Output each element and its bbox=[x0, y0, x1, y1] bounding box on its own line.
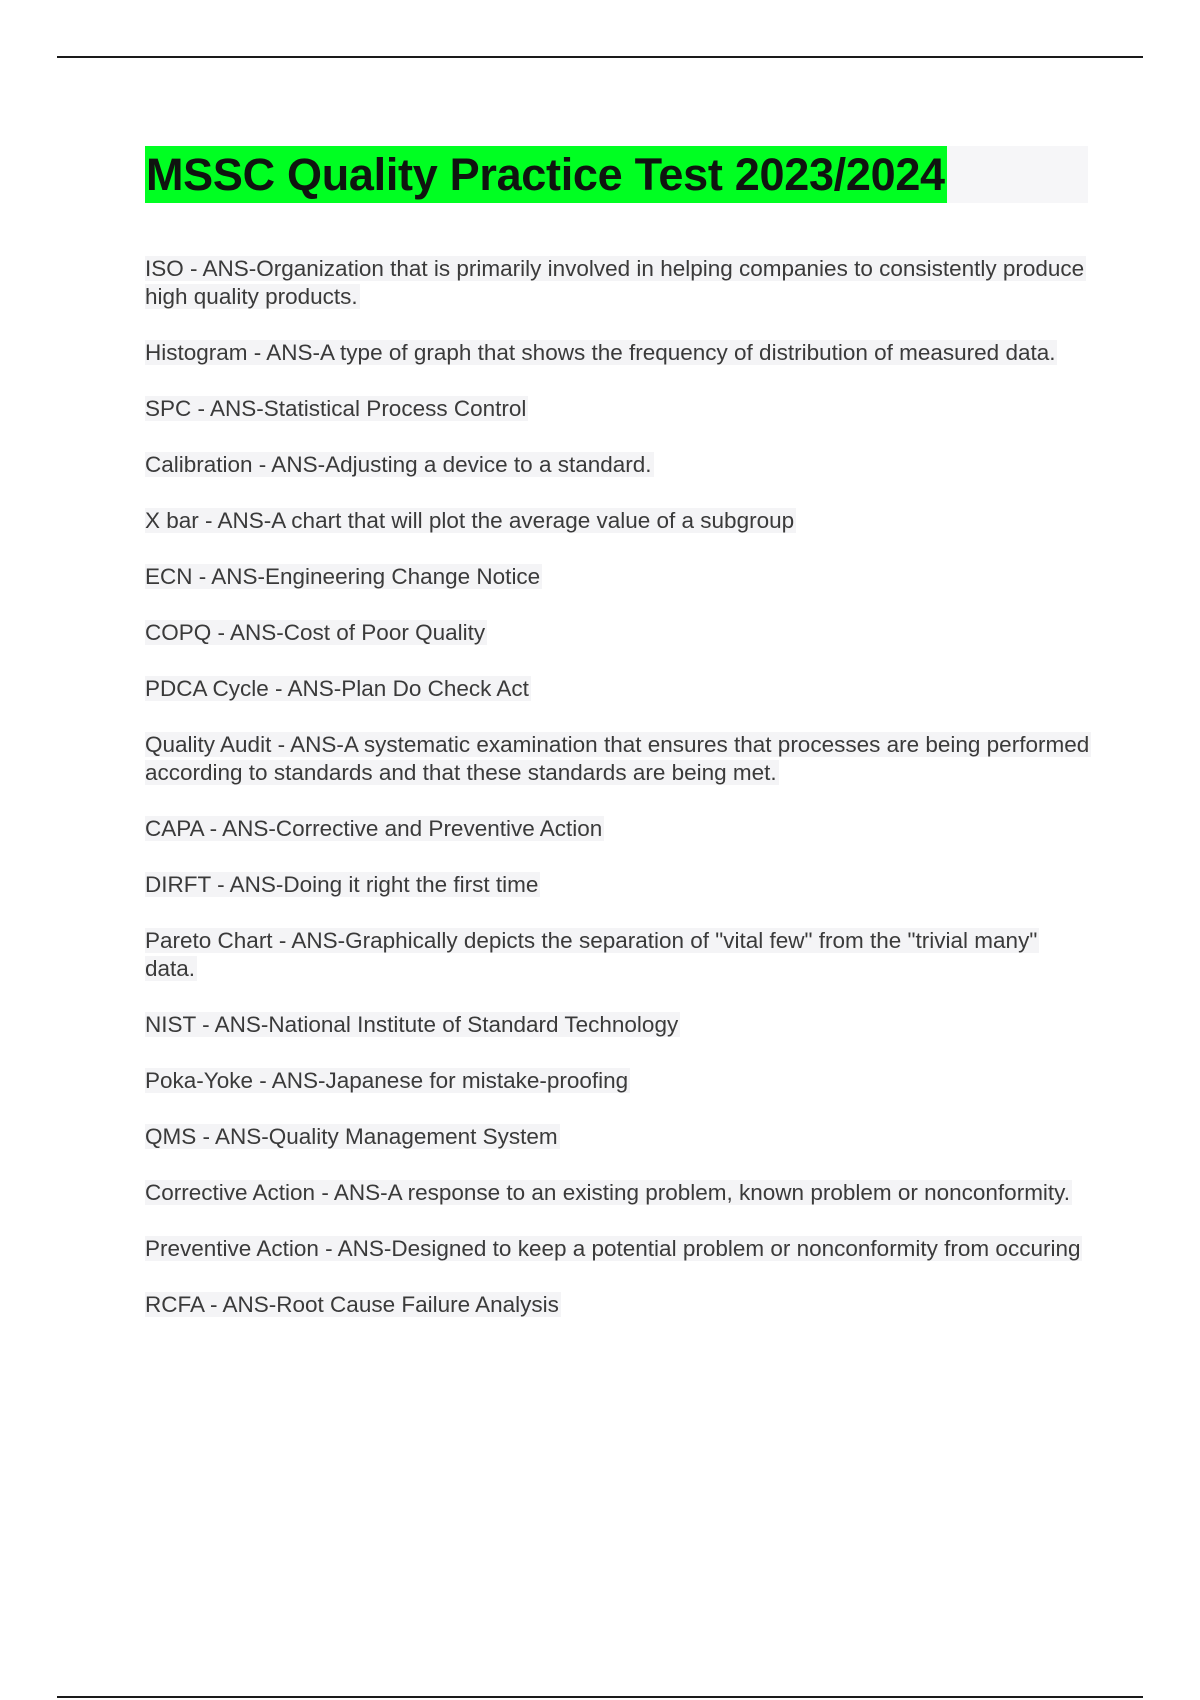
qa-item bbox=[145, 1011, 1095, 1039]
qa-text: NIST - ANS-National Institute of Standard Technology bbox=[145, 1012, 679, 1037]
qa-item bbox=[145, 1179, 1095, 1207]
top-rule bbox=[57, 56, 1143, 58]
qa-text: SPC - ANS-Statistical Process Control bbox=[145, 396, 527, 421]
qa-item bbox=[145, 927, 1095, 983]
qa-item bbox=[145, 395, 1095, 423]
qa-text: COPQ - ANS-Cost of Poor Quality bbox=[145, 620, 486, 645]
qa-text: Poka-Yoke - ANS-Japanese for mistake-proofing bbox=[145, 1068, 629, 1093]
qa-item bbox=[145, 871, 1095, 899]
qa-text: Preventive Action - ANS-Designed to keep a potential problem or nonconformity from occuring bbox=[145, 1236, 1081, 1261]
qa-item bbox=[145, 1123, 1095, 1151]
qa-item bbox=[145, 1291, 1095, 1319]
qa-text: PDCA Cycle - ANS-Plan Do Check Act bbox=[145, 676, 529, 701]
qa-item bbox=[145, 507, 1095, 535]
qa-text: Pareto Chart - ANS-Graphically depicts the separation of "vital few" from the "trivial many" data. bbox=[145, 928, 1038, 981]
page-title: MSSC Quality Practice Test 2023/2024 bbox=[145, 146, 947, 203]
qa-item bbox=[145, 563, 1095, 591]
qa-item bbox=[145, 339, 1095, 367]
qa-item bbox=[145, 619, 1095, 647]
bottom-rule bbox=[57, 1696, 1143, 1698]
qa-item bbox=[145, 815, 1095, 843]
qa-text: Histogram - ANS-A type of graph that shows the frequency of distribution of measured data. bbox=[145, 340, 1056, 365]
qa-item bbox=[145, 451, 1095, 479]
qa-item bbox=[145, 255, 1095, 311]
qa-item bbox=[145, 1235, 1095, 1263]
qa-item bbox=[145, 1067, 1095, 1095]
qa-item bbox=[145, 675, 1095, 703]
qa-text: ISO - ANS-Organization that is primarily involved in helping companies to consistently produce high quality products. bbox=[145, 256, 1085, 309]
qa-text: ECN - ANS-Engineering Change Notice bbox=[145, 564, 541, 589]
qa-text: CAPA - ANS-Corrective and Preventive Action bbox=[145, 816, 603, 841]
qa-list bbox=[145, 255, 1095, 1347]
qa-text: Calibration - ANS-Adjusting a device to a standard. bbox=[145, 452, 652, 477]
qa-text: DIRFT - ANS-Doing it right the first time bbox=[145, 872, 539, 897]
qa-text: QMS - ANS-Quality Management System bbox=[145, 1124, 558, 1149]
qa-item bbox=[145, 731, 1095, 787]
qa-text: Corrective Action - ANS-A response to an existing problem, known problem or nonconformity. bbox=[145, 1180, 1071, 1205]
qa-text: X bar - ANS-A chart that will plot the average value of a subgroup bbox=[145, 508, 795, 533]
qa-text: Quality Audit - ANS-A systematic examination that ensures that processes are being performed according to standards and that these standards are being met. bbox=[145, 732, 1090, 785]
qa-text: RCFA - ANS-Root Cause Failure Analysis bbox=[145, 1292, 559, 1317]
